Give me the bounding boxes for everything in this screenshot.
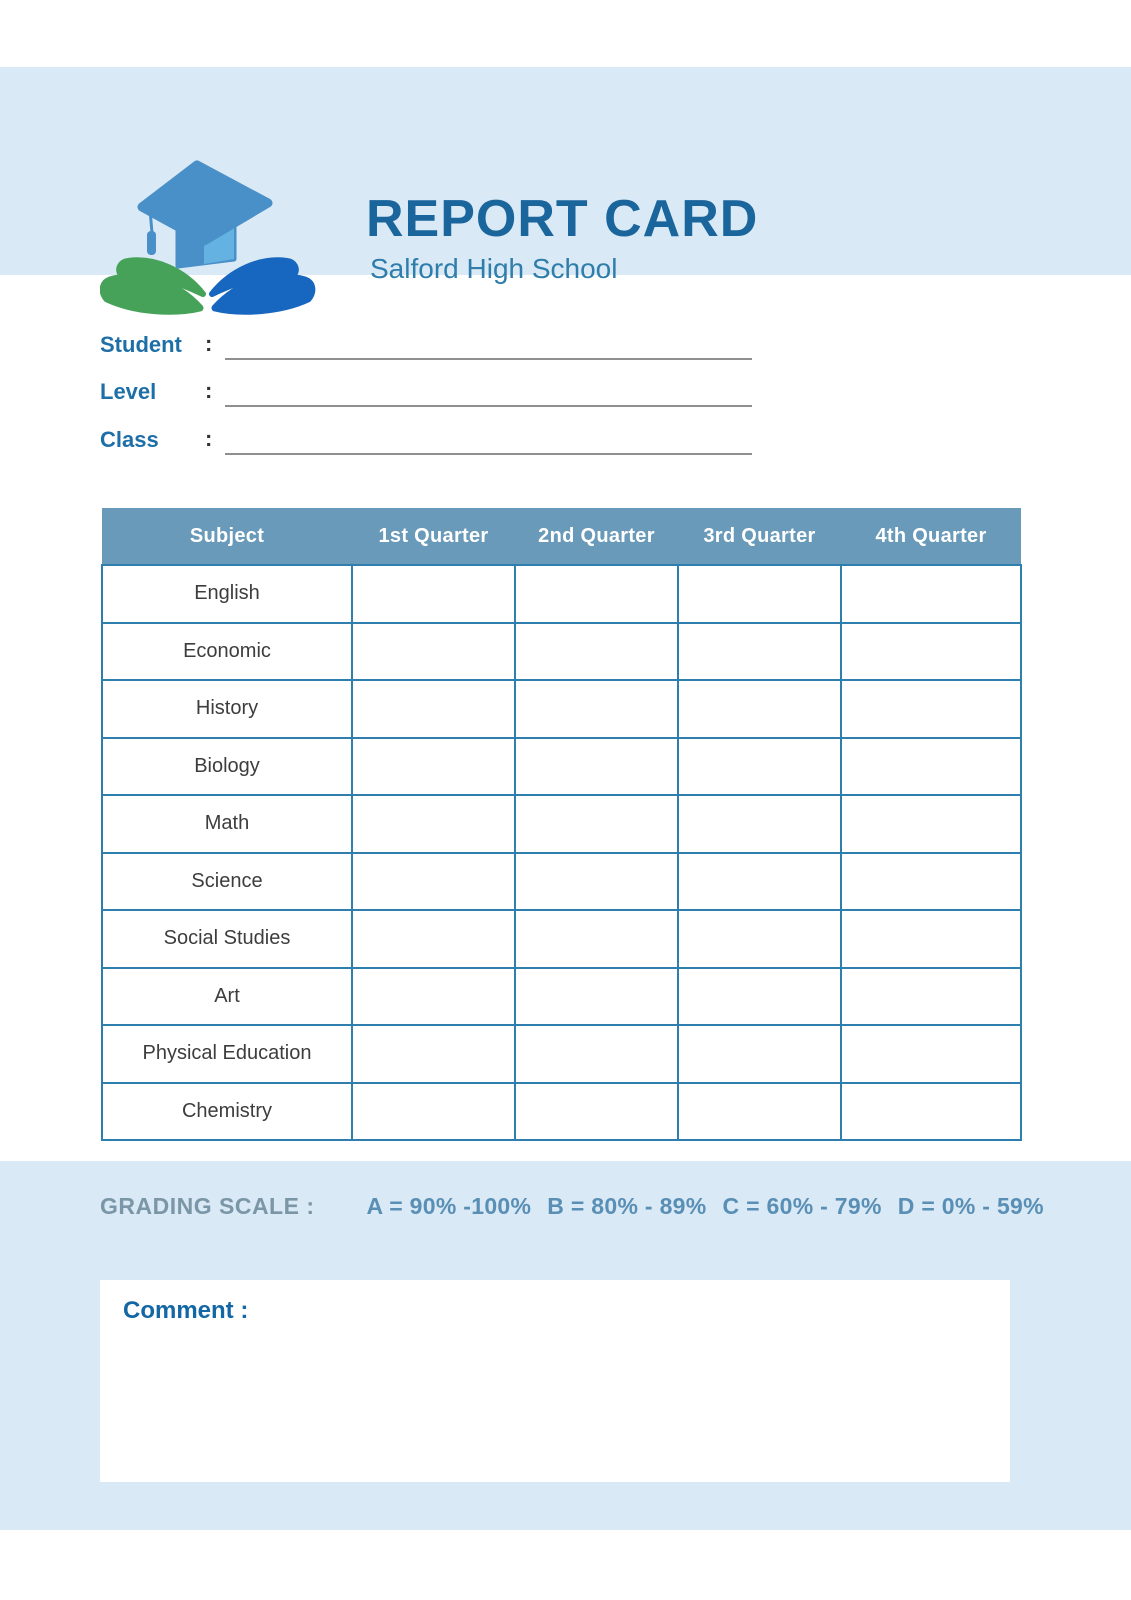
grade-cell[interactable] bbox=[515, 1083, 678, 1141]
grade-cell[interactable] bbox=[841, 1025, 1021, 1083]
subject-cell: Social Studies bbox=[102, 910, 352, 968]
header-band bbox=[0, 67, 1131, 284]
grade-cell[interactable] bbox=[841, 1083, 1021, 1141]
student-field-colon: : bbox=[205, 331, 213, 356]
grading-scale-item-d: D = 0% - 59% bbox=[897, 1193, 1044, 1219]
column-header-subject: Subject bbox=[102, 508, 352, 565]
subject-cell: Science bbox=[102, 853, 352, 911]
grade-cell[interactable] bbox=[678, 910, 841, 968]
grade-cell[interactable] bbox=[678, 795, 841, 853]
grade-cell[interactable] bbox=[841, 738, 1021, 796]
grades-table bbox=[101, 508, 1022, 1141]
student-field-input-line[interactable] bbox=[225, 328, 752, 360]
grade-cell[interactable] bbox=[678, 680, 841, 738]
class-field-colon: : bbox=[205, 426, 213, 451]
grade-cell[interactable] bbox=[841, 910, 1021, 968]
column-header-q3: 3rd Quarter bbox=[678, 508, 841, 565]
grade-cell[interactable] bbox=[515, 795, 678, 853]
grade-cell[interactable] bbox=[352, 1025, 515, 1083]
table-row bbox=[102, 853, 1021, 911]
grade-cell[interactable] bbox=[841, 623, 1021, 681]
grading-scale-section bbox=[0, 1161, 1131, 1530]
column-header-q2: 2nd Quarter bbox=[515, 508, 678, 565]
grading-scale-label: GRADING SCALE : bbox=[100, 1193, 315, 1219]
grade-cell[interactable] bbox=[352, 910, 515, 968]
school-name: Salford High School bbox=[370, 253, 618, 284]
grading-scale-row bbox=[100, 1193, 1060, 1220]
grade-cell[interactable] bbox=[841, 853, 1021, 911]
table-row bbox=[102, 623, 1021, 681]
cap-board bbox=[142, 165, 268, 241]
grade-cell[interactable] bbox=[678, 1025, 841, 1083]
grade-cell[interactable] bbox=[515, 853, 678, 911]
subject-cell: Chemistry bbox=[102, 1083, 352, 1141]
grade-cell[interactable] bbox=[678, 853, 841, 911]
grade-cell[interactable] bbox=[352, 1083, 515, 1141]
subject-cell: Biology bbox=[102, 738, 352, 796]
student-field-row bbox=[100, 326, 752, 360]
grade-cell[interactable] bbox=[352, 738, 515, 796]
table-row bbox=[102, 1083, 1021, 1141]
grade-cell[interactable] bbox=[678, 623, 841, 681]
grade-cell[interactable] bbox=[352, 680, 515, 738]
grade-cell[interactable] bbox=[678, 1083, 841, 1141]
table-row bbox=[102, 795, 1021, 853]
grade-cell[interactable] bbox=[515, 1025, 678, 1083]
grade-cell[interactable] bbox=[515, 680, 678, 738]
table-row bbox=[102, 565, 1021, 623]
grade-cell[interactable] bbox=[841, 795, 1021, 853]
grade-cell[interactable] bbox=[515, 565, 678, 623]
subject-cell: Physical Education bbox=[102, 1025, 352, 1083]
grading-scale-item-a: A = 90% -100% bbox=[366, 1193, 532, 1219]
class-field-row bbox=[100, 421, 752, 455]
column-header-q1: 1st Quarter bbox=[352, 508, 515, 565]
class-field-input-line[interactable] bbox=[225, 423, 752, 455]
page-title: REPORT CARD bbox=[366, 190, 759, 248]
grade-cell[interactable] bbox=[678, 968, 841, 1026]
column-header-q4: 4th Quarter bbox=[841, 508, 1021, 565]
tassel-cord bbox=[150, 209, 152, 233]
class-field-label: Class bbox=[100, 427, 159, 452]
table-row bbox=[102, 910, 1021, 968]
grade-cell[interactable] bbox=[352, 795, 515, 853]
grade-cell[interactable] bbox=[515, 738, 678, 796]
grade-cell[interactable] bbox=[678, 738, 841, 796]
tassel-knob bbox=[147, 231, 156, 255]
table-row bbox=[102, 1025, 1021, 1083]
level-field-input-line[interactable] bbox=[225, 375, 752, 407]
subject-cell: English bbox=[102, 565, 352, 623]
table-header-row bbox=[102, 508, 1021, 565]
grade-cell[interactable] bbox=[515, 968, 678, 1026]
comment-label: Comment : bbox=[123, 1297, 249, 1324]
table-row bbox=[102, 738, 1021, 796]
student-field-label: Student bbox=[100, 332, 182, 357]
subject-cell: Economic bbox=[102, 623, 352, 681]
grade-cell[interactable] bbox=[352, 968, 515, 1026]
grade-cell[interactable] bbox=[841, 968, 1021, 1026]
subject-cell: History bbox=[102, 680, 352, 738]
grade-cell[interactable] bbox=[352, 565, 515, 623]
grade-cell[interactable] bbox=[678, 565, 841, 623]
comment-area[interactable] bbox=[100, 1280, 1010, 1482]
subject-cell: Math bbox=[102, 795, 352, 853]
grade-cell[interactable] bbox=[841, 565, 1021, 623]
grade-cell[interactable] bbox=[352, 623, 515, 681]
table-row bbox=[102, 680, 1021, 738]
grade-cell[interactable] bbox=[515, 623, 678, 681]
grade-cell[interactable] bbox=[515, 910, 678, 968]
grading-scale-item-c: C = 60% - 79% bbox=[722, 1193, 882, 1219]
level-field-row bbox=[100, 373, 752, 407]
level-field-colon: : bbox=[205, 378, 213, 403]
grade-cell[interactable] bbox=[841, 680, 1021, 738]
grade-cell[interactable] bbox=[352, 853, 515, 911]
table-row bbox=[102, 968, 1021, 1026]
subject-cell: Art bbox=[102, 968, 352, 1026]
level-field-label: Level bbox=[100, 379, 157, 404]
graduation-cap-book-logo-icon bbox=[100, 159, 320, 319]
grading-scale-item-b: B = 80% - 89% bbox=[547, 1193, 707, 1219]
